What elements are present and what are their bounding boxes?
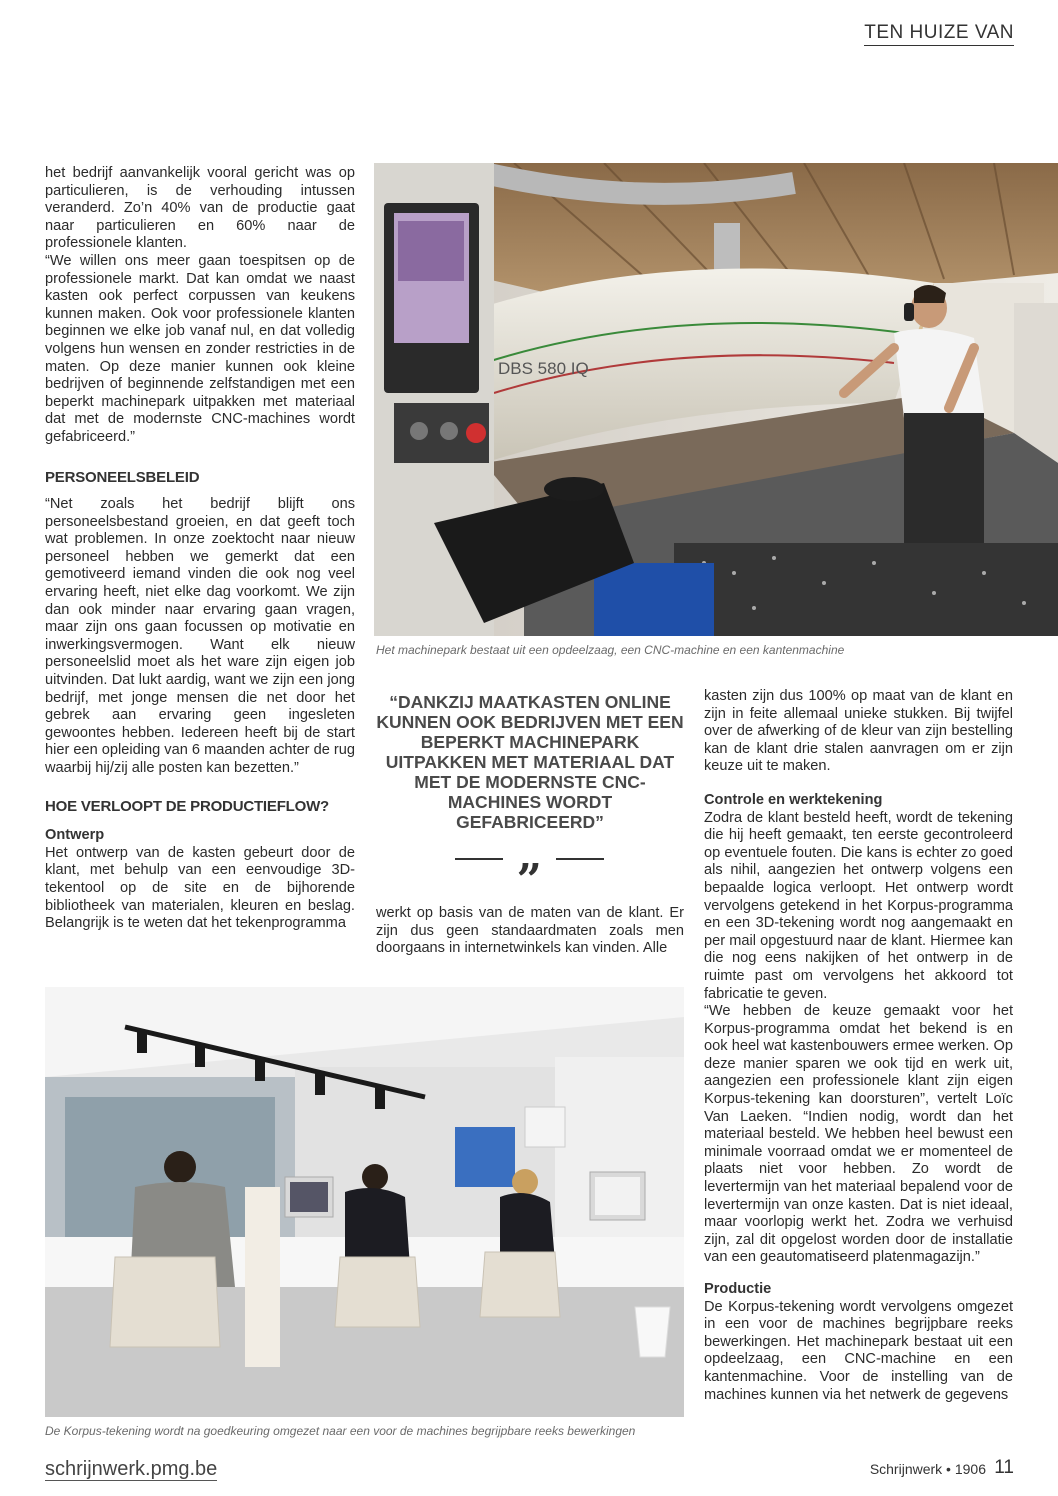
heading-productie: Productie: [704, 1281, 772, 1297]
footer-website-link[interactable]: schrijnwerk.pmg.be: [45, 1458, 218, 1480]
controle-paragraph-1: Zodra de klant besteld heeft, wordt de tekening die hij heeft gemaakt, ten eerste gecontroleerd op eventuele fouten. Die kans is echter zo goed als nihil, aangezien het ontwerp volgens een bepaalde logica verloopt. Het ontwerp wordt vervolgens getekend in het Korpus-programma en een 3D-tekening wordt nog aangemaakt en per mail opgestuurd naar de klant. Hiermee kan die nog eens nakijken of het ontwerp in de ruimte past om vervolgens het akkoord tot fabricatie te geven.: [704, 809, 1013, 1002]
middle-column: [376, 905, 684, 958]
quote-rule-right: [556, 858, 604, 860]
productie-paragraph: De Korpus-tekening wordt vervolgens omgezet in een voor de machines begrijpbare reeks bewerkingen. Het machinepark bestaat uit een opdeelzaag, een CNC-machine en een kantenmachine. Voor de instelling van de machines kunnen via het netwerk de gegevens: [704, 1298, 1013, 1403]
office-illustration: [45, 987, 684, 1417]
quote-rule-left: [455, 858, 503, 860]
right-column: [704, 688, 1013, 1404]
section-label: TEN HUIZE VAN: [864, 22, 1014, 46]
controle-paragraph-2: “We hebben de keuze gemaakt voor het Korpus-programma omdat het bekend is en ook heel wat kastenbouwers ermee werken. Op deze manier sparen we ook tijd en werk uit, aangezien een professionele klant zijn eigen Korpus-tekening kan doorsturen”, vertelt Loïc Van Laeken. “Indien nodig, wordt dan het materiaal besteld. We hebben heel bewust een minimale voorraad omdat we er momenteel de plaats niet voor hebben. Zo wordt de levertermijn van het materiaal bepalend voor de levertermijn van onze kasten. Dat is niet ideaal, maar voorlopig werkt het. Zodra we verhuisd zijn, zal dit opgelost worden door de installatie van een geautomatiseerd platenmagazijn.”: [704, 1003, 1013, 1266]
top-photo-caption: Het machinepark bestaat uit een opdeelzaag, een CNC-machine en een kantenmachine: [376, 643, 845, 657]
heading-productieflow: HOE VERLOOPT DE PRODUCTIEFLOW?: [45, 797, 330, 815]
heading-personeelsbeleid: PERSONEELSBELEID: [45, 468, 200, 486]
heading-ontwerp: Ontwerp: [45, 827, 105, 844]
intro-paragraph-2: “We willen ons meer gaan toespitsen op de professionele markt. Dat kan omdat we naast kasten ook perfect corpussen van keukens kunnen maken. Ook voor professionele klanten beginnen we elke job vanaf nul, en dat volledig volgens hun wensen en zonder restricties in de maten. Op deze manier kunnen ook kleine bedrijven of beginnende zelfstandigen met een beperkt machinepark uitpakken met materiaal dat met de modernste CNC-machines wordt gefabriceerd.”: [45, 252, 355, 445]
middle-paragraph: werkt op basis van de maten van de klant. Er zijn dus geen standaardmaten zoals men doorgaans in internetwinkels kan vinden. Alle: [376, 905, 684, 957]
workshop-photo: [374, 163, 1058, 636]
personeel-paragraph: “Net zoals het bedrijf blijft ons personeelsbestand groeien, en dat geeft toch wat problemen. In onze zoektocht naar nieuw personeel hebben we gemerkt dat een gemotiveerd iemand vinden die ook nog veel ervaring heeft, niet elke dag voorkomt. We zijn dan ook minder naar ervaring gaan vragen, maar zijn ons gaan focussen op motivatie en inwerkingsvermogen. Want elk nieuw personeelslid moet als het ware zijn eigen job uitvinden. Dat lukt aardig, want we zijn een jong bedrijf, met jonge mensen die net door het gebrek aan ervaring geen ingesleten gewoontes hebben. Iedereen heeft bij de start hier een opleiding van 6 maanden achter de rug waarbij hij/zij alle posten kan bezetten.”: [45, 496, 355, 776]
left-column: [45, 165, 355, 933]
pull-quote: “DANKZIJ MAATKASTEN ONLINE KUNNEN OOK BEDRIJVEN MET EEN BEPERKT MACHINEPARK UITPAKKEN MET MATERIAAL DAT MET DE MODERNSTE CNC-MACHINES WORDT GEFABRICEERD”: [376, 692, 684, 832]
page-number: 11: [994, 1457, 1014, 1478]
heading-controle: Controle en werktekening: [704, 791, 883, 808]
quote-mark-icon: „: [517, 830, 543, 881]
workshop-illustration: [374, 163, 1058, 636]
intro-paragraph-1: het bedrijf aanvankelijk vooral gericht was op particulieren, is de verhouding intussen veranderd. Zo’n 40% van de productie gaat naar particulieren en 60% naar de professionele klanten.: [45, 165, 355, 252]
ontwerp-paragraph: Het ontwerp van de kasten gebeurt door de klant, met behulp van een eenvoudige 3D-tekentool op de site en de bijhorende bibliotheek van materialen, kleuren en beslag. Belangrijk is te weten dat het tekenprogramma: [45, 844, 355, 932]
bottom-photo-caption: De Korpus-tekening wordt na goedkeuring omgezet naar een voor de machines begrijpbare reeks bewerkingen: [45, 1424, 636, 1438]
quote-divider: [376, 830, 684, 881]
office-photo: [45, 987, 684, 1417]
machine-label: DBS 580 IQ: [498, 359, 589, 378]
right-paragraph-1: kasten zijn dus 100% op maat van de klant en zijn in feite allemaal unieke stukken. Bij twijfel over de afwerking of de kleur van zijn bestelling kan de klant drie stalen aanvragen om er zijn keuze uit te maken.: [704, 688, 1013, 775]
footer-magazine-issue: Schrijnwerk • 1906: [869, 1461, 986, 1477]
